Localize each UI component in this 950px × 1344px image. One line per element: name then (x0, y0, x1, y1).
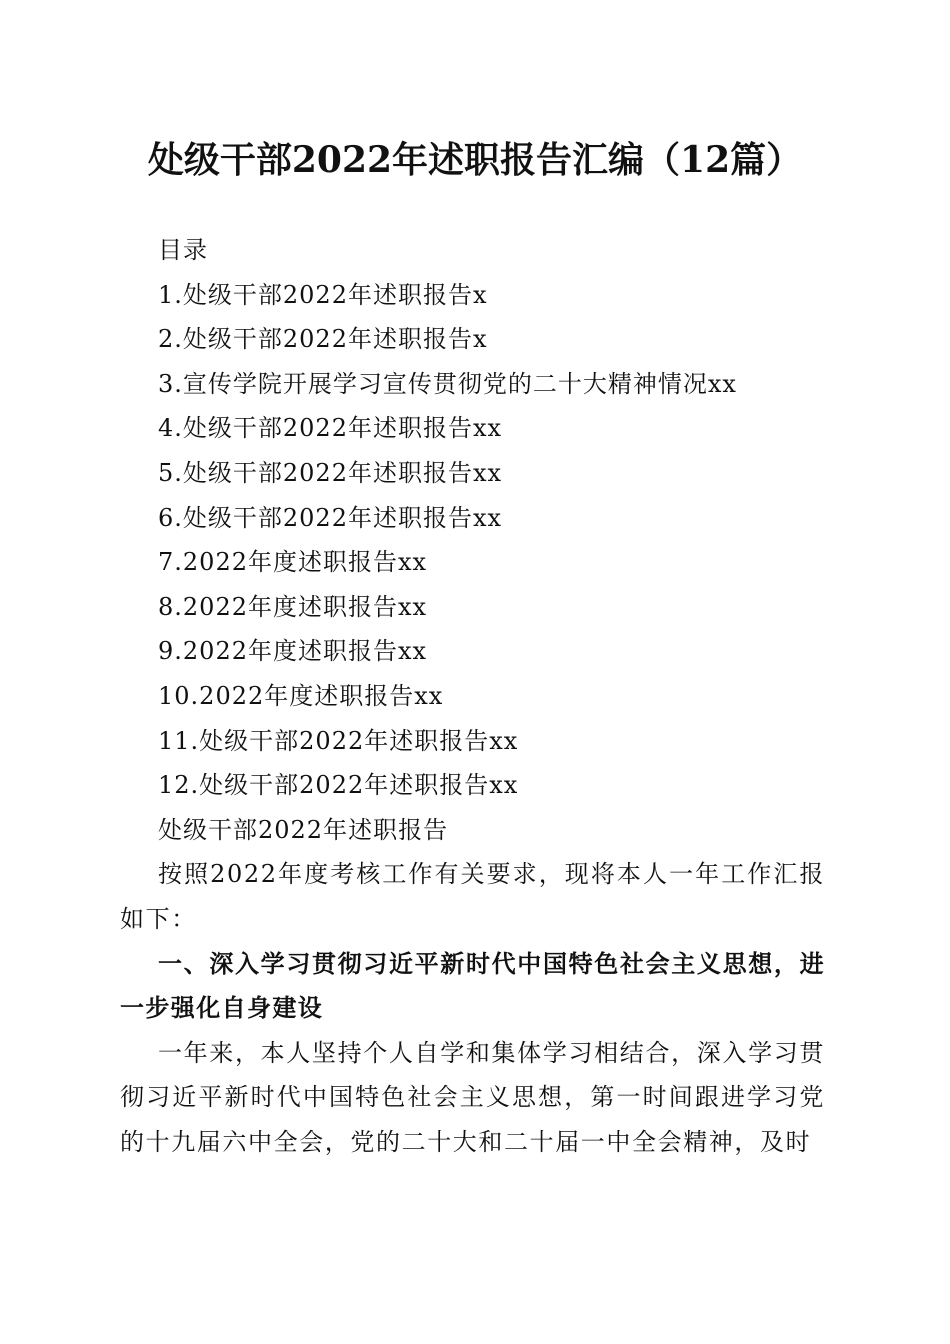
section-heading: 一、深入学习贯彻习近平新时代中国特色社会主义思想，进一步强化自身建设 (120, 949, 825, 1023)
toc-item: 7.2022年度述职报告xx (158, 548, 428, 577)
toc-item: 6.处级干部2022年述职报告xx (158, 503, 503, 532)
section-paragraph: 一年来，本人坚持个人自学和集体学习相结合，深入学习贯彻习近平新时代中国特色社会主义思想，第一时间跟进学习党的十九届六中全会，党的二十大和二十届一中全会精神，及时 (120, 1038, 825, 1156)
intro-paragraph: 按照2022年度考核工作有关要求，现将本人一年工作汇报如下： (120, 860, 825, 933)
toc-item: 1.处级干部2022年述职报告x (158, 280, 488, 309)
toc-item: 8.2022年度述职报告xx (158, 592, 428, 621)
toc-item: 5.处级干部2022年述职报告xx (158, 458, 503, 487)
toc-item: 3.宣传学院开展学习宣传贯彻党的二十大精神情况xx (158, 369, 737, 398)
toc-item: 12.处级干部2022年述职报告xx (158, 771, 519, 800)
document-body (120, 228, 825, 1164)
toc-item: 10.2022年度述职报告xx (158, 681, 444, 710)
toc-item: 2.处级干部2022年述职报告x (158, 325, 488, 354)
toc-item: 9.2022年度述职报告xx (158, 637, 428, 666)
table-of-contents (120, 273, 825, 808)
toc-item: 11.处级干部2022年述职报告xx (158, 726, 519, 755)
document-title: 处级干部2022年述职报告汇编（12篇） (147, 139, 803, 181)
report-subtitle: 处级干部2022年述职报告 (158, 815, 449, 844)
toc-item: 4.处级干部2022年述职报告xx (158, 414, 503, 443)
toc-heading: 目录 (158, 236, 208, 264)
